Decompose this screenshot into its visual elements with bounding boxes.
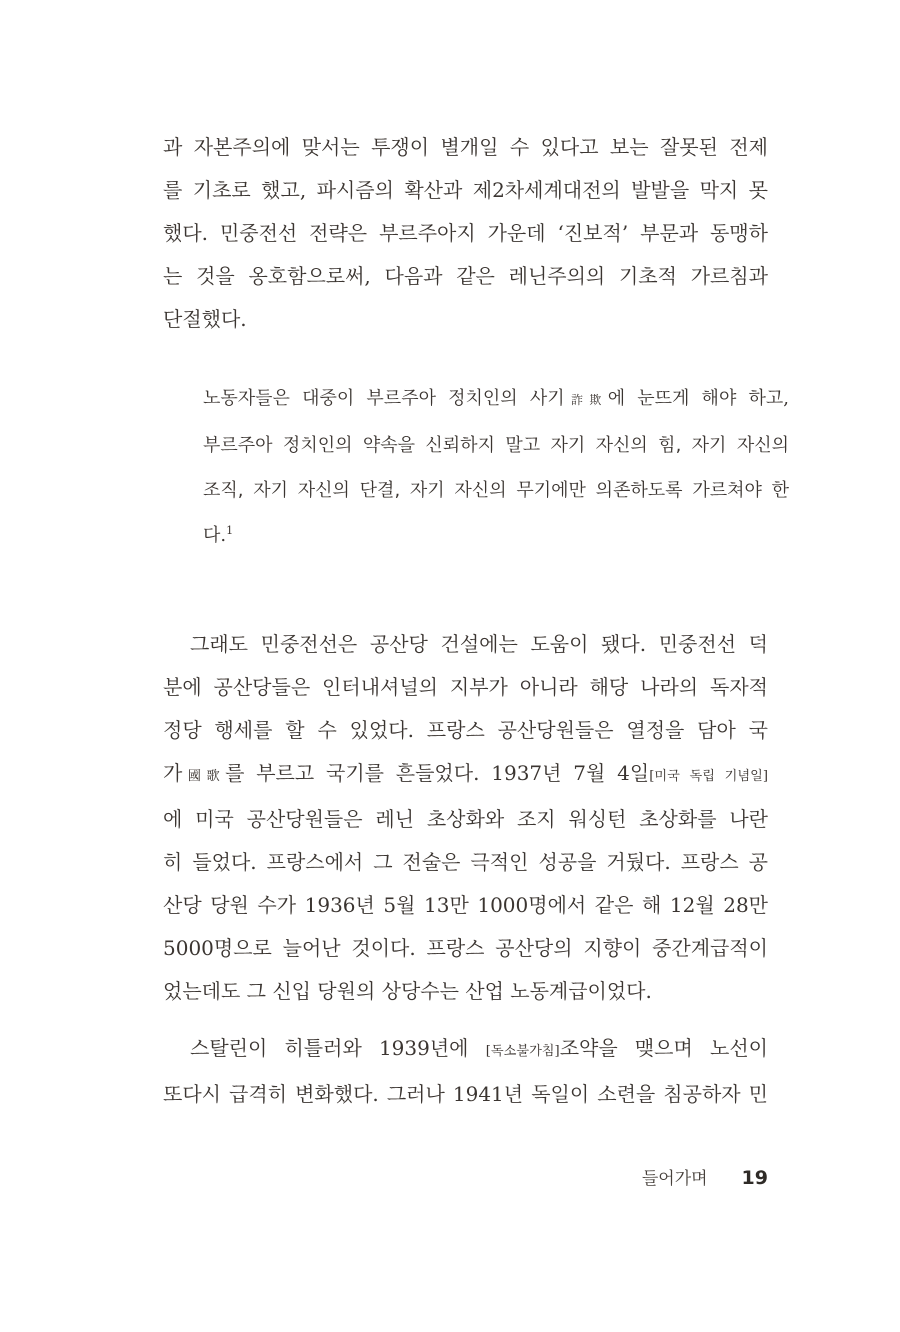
text-run: 산당 당원 수가 1936년 5월 13만 1000명에서 같은 해 12월 28만 (163, 893, 768, 917)
text-line (203, 468, 789, 513)
text-run: 가 (163, 761, 183, 785)
text-line (163, 798, 768, 841)
section-title: 들어가며 (641, 1169, 708, 1189)
text-run: 과 자본주의에 맞서는 투쟁이 별개일 수 있다고 보는 잘못된 전제 (163, 135, 768, 159)
text-line (163, 841, 768, 884)
footnote-marker: 1 (226, 524, 234, 537)
text-run: 에 미국 공산당원들은 레닌 초상화와 조지 워싱턴 초상화를 나란 (163, 807, 768, 831)
text-line (163, 752, 768, 798)
text-run: 그래도 민중전선은 공산당 건설에는 도움이 됐다. 민중전선 덕 (190, 632, 768, 656)
text-run: 정당 행세를 할 수 있었다. 프랑스 공산당원들은 열정을 담아 국 (163, 718, 768, 742)
text-run: 에 눈뜨게 해야 하고, (607, 388, 789, 409)
text-line (163, 884, 768, 927)
text-run: 또다시 급격히 변화했다. 그러나 1941년 독일이 소련을 침공하자 민 (163, 1082, 768, 1106)
page-number: 19 (741, 1167, 768, 1189)
text-run: 의존하도록 가르쳐야 한 (585, 480, 789, 501)
small-annotation: [미국 독립 기념일] (649, 769, 768, 784)
text-line (203, 423, 789, 468)
text-line (163, 212, 768, 255)
emphasis-text: 조직, 자기 자신의 단결, 자기 자신의 무기에만 (203, 480, 586, 501)
text-line (163, 126, 768, 169)
block-quote (203, 376, 789, 558)
text-line (163, 709, 768, 752)
text-line (163, 666, 768, 709)
text-line (163, 927, 768, 970)
text-line (163, 298, 768, 341)
text-line (163, 623, 768, 666)
text-run: 조약을 맺으며 노선이 (559, 1036, 768, 1060)
small-annotation: 詐欺 (564, 393, 608, 407)
text-run: 분에 공산당들은 인터내셔널의 지부가 아니라 해당 나라의 독자적 (163, 675, 768, 699)
text-line (203, 513, 789, 558)
paragraph-continuation (163, 126, 768, 341)
text-run: 스탈린이 히틀러와 1939년에 (190, 1036, 486, 1060)
text-run: 부르주아 정치인의 약속을 신뢰하지 말고 (203, 435, 551, 456)
text-line (163, 970, 768, 1013)
text-run: 5000명으로 늘어난 것이다. 프랑스 공산당의 지향이 중간계급적이 (163, 936, 768, 960)
text-run: 노동자들은 대중이 부르주아 정치인의 사기 (203, 388, 565, 409)
text-run: 를 기초로 했고, 파시즘의 확산과 제2차세계대전의 발발을 막지 못 (163, 178, 768, 202)
text-run: 었는데도 그 신입 당원의 상당수는 산업 노동계급이었다. (163, 979, 652, 1003)
small-annotation: [독소불가침] (485, 1044, 560, 1059)
text-line (163, 1073, 768, 1116)
emphasis-text: 자기 자신의 힘, 자기 자신의 (550, 435, 789, 456)
text-line (203, 376, 789, 423)
text-line (163, 169, 768, 212)
text-line (163, 1027, 768, 1073)
text-run: 했다. 민중전선 전략은 부르주아지 가운데 ‘진보적’ 부문과 동맹하 (163, 221, 768, 245)
page-footer (163, 1164, 768, 1189)
paragraph-popular-front (163, 623, 768, 1013)
text-run: 다. (203, 525, 227, 546)
text-run: 를 부르고 국기를 흔들었다. 1937년 7월 4일 (225, 761, 650, 785)
small-annotation: 國歌 (182, 769, 226, 784)
text-run: 는 것을 옹호함으로써, 다음과 같은 레닌주의의 기초적 가르침과 (163, 264, 768, 288)
paragraph-stalin-pact (163, 1027, 768, 1116)
text-run: 단절했다. (163, 307, 247, 331)
text-line (163, 255, 768, 298)
text-run: 히 들었다. 프랑스에서 그 전술은 극적인 성공을 거뒀다. 프랑스 공 (163, 850, 768, 874)
